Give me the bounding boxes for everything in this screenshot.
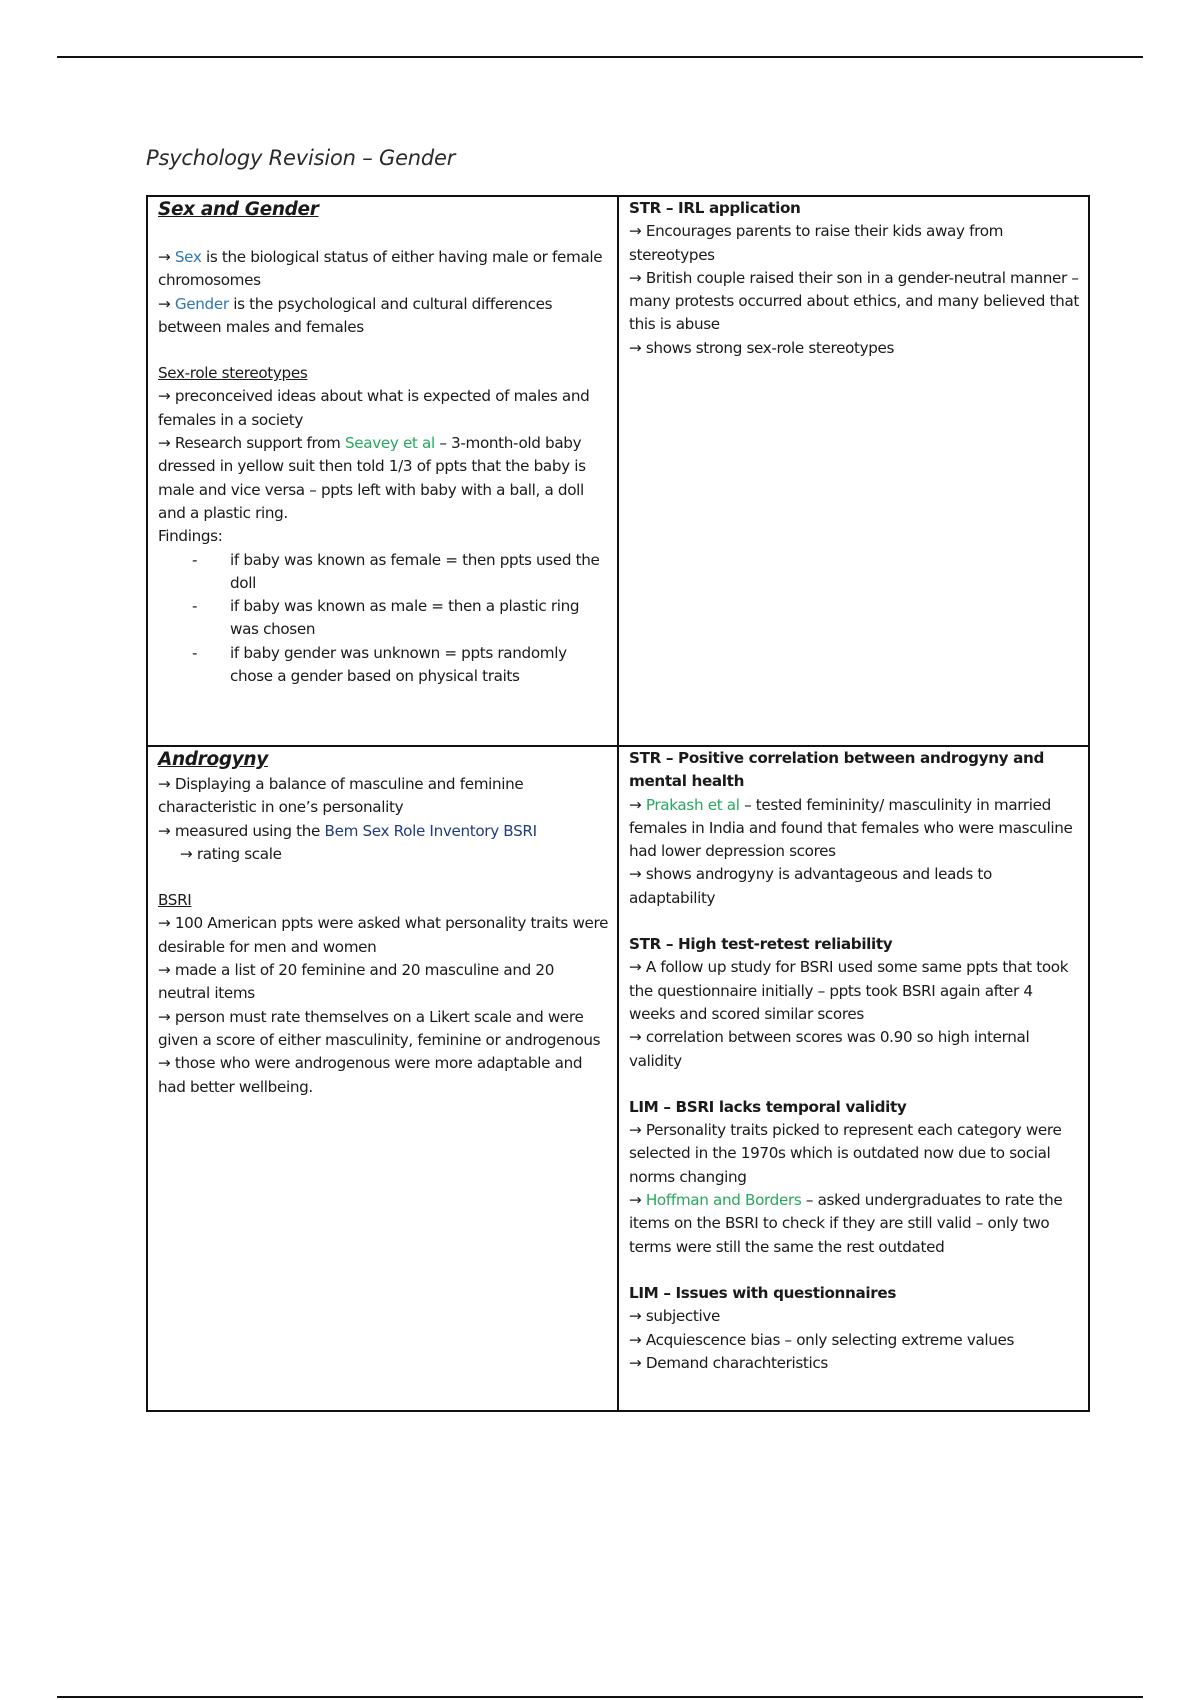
section-heading-sex-and-gender: Sex and Gender	[158, 199, 319, 220]
term-sex: Sex	[174, 248, 202, 266]
sex-definition: → Sex is the biological status of either having male or female chromosomes	[158, 248, 603, 290]
sub-heading-bsri: BSRI	[158, 891, 192, 910]
rating-scale-note: → rating scale	[180, 844, 282, 863]
list-item: → made a list of 20 feminine and 20 masculine and 20 neutral items	[158, 961, 555, 1003]
list-item: → person must rate themselves on a Likert scale and were given a score of either masculinity, feminine or androgenous	[158, 1007, 601, 1049]
reference-hoffman-borders: Hoffman and Borders	[645, 1191, 802, 1210]
research-support: → Research support from Seavey et al – 3-month-old baby dressed in yellow suit then told 1/3 of ppts that the baby is male and vice versa – ppts left with baby with a ball, a doll and a plastic ring.	[158, 434, 586, 522]
section-heading-androgyny: Androgyny	[158, 749, 268, 770]
list-item: - if baby gender was unknown = ppts randomly chose a gender based on physical traits	[158, 642, 609, 689]
androgyny-definition: → Displaying a balance of masculine and feminine characteristic in one’s personality	[158, 775, 524, 817]
list-item: → British couple raised their son in a gender-neutral manner – many protests occurred about ethics, and many believed that this is abuse	[629, 268, 1080, 334]
list-item: → Encourages parents to raise their kids away from stereotypes	[629, 222, 1004, 264]
list-item: → shows androgyny is advantageous and leads to adaptability	[629, 865, 992, 907]
list-item: → shows strong sex-role stereotypes	[629, 338, 895, 357]
sub-heading-sex-role-stereotypes: Sex-role stereotypes	[158, 364, 308, 383]
androgyny-cell	[147, 746, 618, 1411]
header-rule	[57, 56, 1143, 58]
list-item: → 100 American ppts were asked what personality traits were desirable for men and women	[158, 914, 609, 956]
list-item: → subjective	[629, 1307, 720, 1326]
reference-seavey: Seavey et al	[344, 434, 435, 453]
section-heading-positive-correlation: STR – Positive correlation between androgyny and mental health	[629, 749, 1045, 791]
section-heading-temporal-validity: LIM – BSRI lacks temporal validity	[629, 1097, 907, 1116]
notes-table	[146, 195, 1090, 1412]
section-heading-test-retest: STR – High test-retest reliability	[629, 935, 893, 954]
list-item: → correlation between scores was 0.90 so high internal validity	[629, 1028, 1030, 1070]
footer-rule	[57, 1696, 1143, 1698]
prakash-study: → Prakash et al – tested femininity/ masculinity in married females in India and found that females who were masculine had lower depression scores	[629, 795, 1073, 861]
reference-bsri: Bem Sex Role Inventory BSRI	[324, 821, 537, 840]
page-title: Psychology Revision – Gender	[146, 146, 456, 170]
reference-prakash: Prakash et al	[645, 795, 740, 814]
irl-application-cell	[618, 196, 1089, 746]
list-item: → A follow up study for BSRI used some same ppts that took the questionnaire initially – ppts took BSRI again after 4 weeks and scored similar scores	[629, 958, 1069, 1023]
list-item: → those who were androgenous were more adaptable and had better wellbeing.	[158, 1054, 583, 1096]
term-gender: Gender	[174, 294, 229, 313]
table-row	[147, 196, 1089, 746]
sex-and-gender-cell	[147, 196, 618, 746]
list-item: → Demand charachteristics	[629, 1353, 828, 1372]
stereotype-definition: → preconceived ideas about what is expected of males and females in a society	[158, 387, 590, 429]
findings-list	[158, 549, 609, 689]
list-item: - if baby was known as female = then ppts used the doll	[158, 549, 609, 596]
list-item: - if baby was known as male = then a plastic ring was chosen	[158, 595, 609, 642]
bsri-measure: → measured using the Bem Sex Role Inventory BSRI	[158, 821, 537, 840]
evaluation-cell	[618, 746, 1089, 1411]
table-row	[147, 746, 1089, 1411]
section-heading-irl-application: STR – IRL application	[629, 199, 801, 217]
hoffman-study: → Hoffman and Borders – asked undergraduates to rate the items on the BSRI to check if they are still valid – only two terms were still the same the rest outdated	[629, 1191, 1063, 1256]
findings-label: Findings:	[158, 527, 223, 546]
gender-definition: → Gender is the psychological and cultural differences between males and females	[158, 294, 553, 336]
list-item: → Personality traits picked to represent each category were selected in the 1970s which is outdated now due to social norms changing	[629, 1121, 1062, 1186]
section-heading-questionnaires: LIM – Issues with questionnaires	[629, 1283, 897, 1302]
list-item: → Acquiescence bias – only selecting extreme values	[629, 1330, 1015, 1349]
